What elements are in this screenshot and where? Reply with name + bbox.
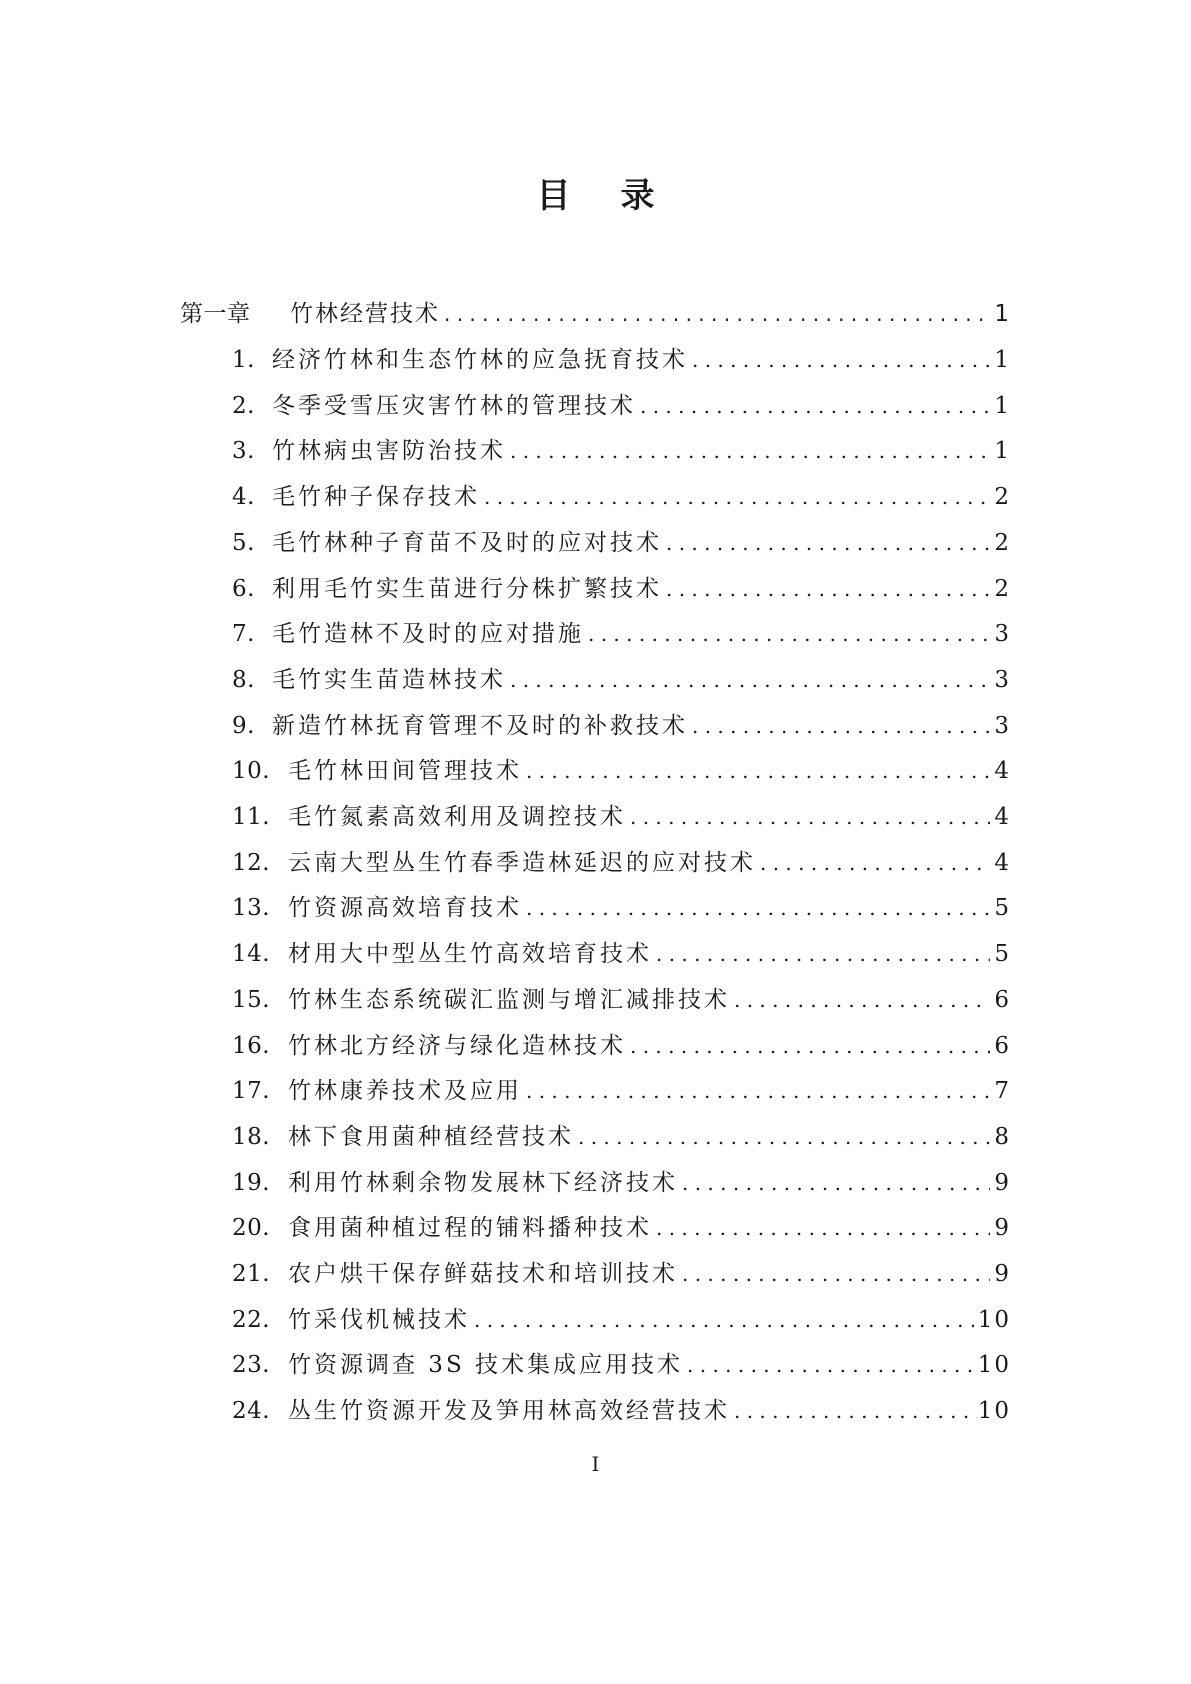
dot-leader	[734, 1394, 974, 1428]
toc-item-entry[interactable]	[232, 526, 1011, 560]
toc-item-number: 22.	[232, 1306, 271, 1333]
toc-item-title: 云南大型丛生竹春季造林延迟的应对技术	[288, 849, 756, 876]
toc-item-title: 林下食用菌种植经营技术	[288, 1123, 574, 1150]
toc-item-page-number: 2	[994, 575, 1011, 602]
toc-item-title: 毛竹林田间管理技术	[288, 758, 522, 785]
page-footer-number: I	[591, 1452, 600, 1476]
dot-leader	[484, 480, 990, 514]
toc-chapter-entry[interactable]	[180, 297, 1011, 331]
toc-item-entry[interactable]	[232, 663, 1011, 697]
chapter-number: 第一章	[180, 301, 251, 327]
toc-item-entry[interactable]	[232, 1029, 1011, 1063]
toc-item-page-number: 6	[994, 1032, 1011, 1059]
dot-leader	[656, 937, 990, 971]
toc-item-page-number: 10	[977, 1398, 1011, 1425]
toc-item-page-number: 9	[994, 1215, 1011, 1242]
toc-item-number: 4.	[232, 484, 255, 511]
toc-item-title: 丛生竹资源开发及笋用林高效经营技术	[288, 1398, 730, 1425]
toc-item-title: 经济竹林和生态竹林的应急抚育技术	[272, 347, 688, 373]
toc-item-title: 毛竹林种子育苗不及时的应对技术	[272, 529, 662, 556]
toc-item-page-number: 3	[994, 666, 1011, 693]
toc-item-page-number: 1	[994, 347, 1011, 373]
toc-item-number: 10.	[232, 758, 271, 785]
toc-item-page-number: 2	[994, 484, 1011, 511]
toc-item-entry[interactable]	[232, 1303, 1011, 1337]
toc-item-entry[interactable]	[232, 343, 1011, 377]
toc-item-number: 11.	[232, 804, 271, 830]
dot-leader	[474, 1303, 974, 1337]
toc-item-title: 利用竹林剩余物发展林下经济技术	[288, 1169, 678, 1196]
dot-leader	[578, 1120, 990, 1154]
toc-item-number: 9.	[232, 712, 255, 739]
toc-item-entry[interactable]	[232, 1257, 1011, 1291]
dot-leader	[687, 1348, 974, 1382]
toc-item-entry[interactable]	[232, 1211, 1011, 1245]
toc-item-number: 20.	[232, 1215, 271, 1242]
dot-leader	[666, 526, 990, 560]
toc-item-title: 竹林康养技术及应用	[288, 1078, 522, 1105]
toc-item-page-number: 7	[994, 1078, 1011, 1105]
dot-leader	[526, 754, 990, 788]
toc-item-entry[interactable]	[232, 617, 1011, 651]
toc-item-page-number: 5	[994, 895, 1011, 922]
dot-leader	[588, 617, 990, 651]
toc-item-page-number: 10	[977, 1306, 1011, 1333]
toc-item-number: 8.	[232, 666, 255, 693]
toc-item-title: 冬季受雪压灾害竹林的管理技术	[272, 392, 636, 419]
toc-item-number: 21.	[232, 1261, 271, 1287]
toc-item-number: 13.	[232, 895, 271, 922]
toc-item-entry[interactable]	[232, 709, 1011, 743]
toc-item-title: 材用大中型丛生竹高效培育技术	[288, 941, 652, 968]
toc-item-number: 7.	[232, 621, 255, 648]
chapter-page-number: 1	[994, 301, 1011, 327]
toc-item-title: 竹林生态系统碳汇监测与增汇减排技术	[288, 986, 730, 1013]
toc-item-entry[interactable]	[232, 480, 1011, 514]
toc-item-page-number: 6	[994, 986, 1011, 1013]
dot-leader	[682, 1166, 990, 1200]
toc-item-number: 12.	[232, 849, 271, 876]
dot-leader	[760, 846, 990, 880]
toc-item-entry[interactable]	[232, 891, 1011, 925]
toc-item-page-number: 5	[994, 941, 1011, 968]
dot-leader	[526, 1074, 990, 1108]
toc-item-entry[interactable]	[232, 1120, 1011, 1154]
toc-item-number: 1.	[232, 347, 255, 373]
toc-item-entry[interactable]	[232, 1166, 1011, 1200]
toc-item-entry[interactable]	[232, 389, 1011, 423]
toc-item-entry[interactable]	[232, 846, 1011, 880]
page-title	[0, 176, 1191, 216]
toc-item-entry[interactable]	[232, 937, 1011, 971]
toc-item-entry[interactable]	[232, 983, 1011, 1017]
toc-item-title: 新造竹林抚育管理不及时的补救技术	[272, 712, 688, 739]
dot-leader	[692, 709, 990, 743]
toc-item-entry[interactable]	[232, 434, 1011, 468]
toc-item-page-number: 2	[994, 529, 1011, 556]
toc-item-title: 毛竹实生苗造林技术	[272, 666, 506, 693]
dot-leader	[510, 434, 990, 468]
title-char-1: 目	[536, 176, 571, 216]
toc-item-title: 毛竹氮素高效利用及调控技术	[288, 804, 626, 830]
dot-leader	[692, 343, 990, 377]
toc-item-number: 15.	[232, 986, 271, 1013]
toc-item-entry[interactable]	[232, 1348, 1011, 1382]
toc-item-number: 23.	[232, 1352, 271, 1379]
toc-item-number: 6.	[232, 575, 255, 602]
dot-leader	[630, 800, 990, 834]
toc-item-page-number: 1	[994, 392, 1011, 419]
toc-item-page-number: 9	[994, 1169, 1011, 1196]
toc-item-number: 5.	[232, 529, 255, 556]
toc-item-title: 农户烘干保存鲜菇技术和培训技术	[288, 1261, 678, 1287]
toc-item-page-number: 1	[994, 438, 1011, 465]
dot-leader	[666, 572, 990, 606]
toc-item-page-number: 4	[994, 804, 1011, 830]
toc-item-title: 竹林病虫害防治技术	[272, 438, 506, 465]
dot-leader	[444, 297, 990, 331]
dot-leader	[526, 891, 990, 925]
toc-item-title: 竹采伐机械技术	[288, 1306, 470, 1333]
toc-item-page-number: 3	[994, 621, 1011, 648]
toc-item-title: 食用菌种植过程的铺料播种技术	[288, 1215, 652, 1242]
dot-leader	[682, 1257, 990, 1291]
toc-item-number: 17.	[232, 1078, 271, 1105]
dot-leader	[510, 663, 990, 697]
toc-item-title: 利用毛竹实生苗进行分株扩繁技术	[272, 575, 662, 602]
toc-item-page-number: 10	[977, 1352, 1011, 1379]
toc-item-number: 16.	[232, 1032, 271, 1059]
toc-item-page-number: 9	[994, 1261, 1011, 1287]
toc-item-title: 毛竹种子保存技术	[272, 484, 480, 511]
toc-item-number: 2.	[232, 392, 255, 419]
toc-item-title: 竹资源高效培育技术	[288, 895, 522, 922]
dot-leader	[630, 1029, 990, 1063]
toc-item-page-number: 4	[994, 849, 1011, 876]
dot-leader	[734, 983, 990, 1017]
toc-item-number: 3.	[232, 438, 255, 465]
toc-item-title: 竹资源调查 3S 技术集成应用技术	[288, 1352, 684, 1379]
toc-item-page-number: 4	[994, 758, 1011, 785]
title-char-2: 录	[620, 176, 655, 216]
toc-item-number: 18.	[232, 1123, 271, 1150]
toc-item-title: 毛竹造林不及时的应对措施	[272, 621, 584, 648]
toc-item-entry[interactable]	[232, 572, 1011, 606]
toc-item-entry[interactable]	[232, 754, 1011, 788]
toc-item-number: 24.	[232, 1398, 271, 1425]
toc-item-page-number: 3	[994, 712, 1011, 739]
toc-item-entry[interactable]	[232, 800, 1011, 834]
toc-item-number: 14.	[232, 941, 271, 968]
chapter-title: 竹林经营技术	[290, 301, 440, 327]
toc-item-page-number: 8	[994, 1123, 1011, 1150]
toc-item-title: 竹林北方经济与绿化造林技术	[288, 1032, 626, 1059]
toc-item-number: 19.	[232, 1169, 271, 1196]
toc-item-entry[interactable]	[232, 1074, 1011, 1108]
dot-leader	[640, 389, 990, 423]
toc-item-entry[interactable]	[232, 1394, 1011, 1428]
dot-leader	[656, 1211, 990, 1245]
